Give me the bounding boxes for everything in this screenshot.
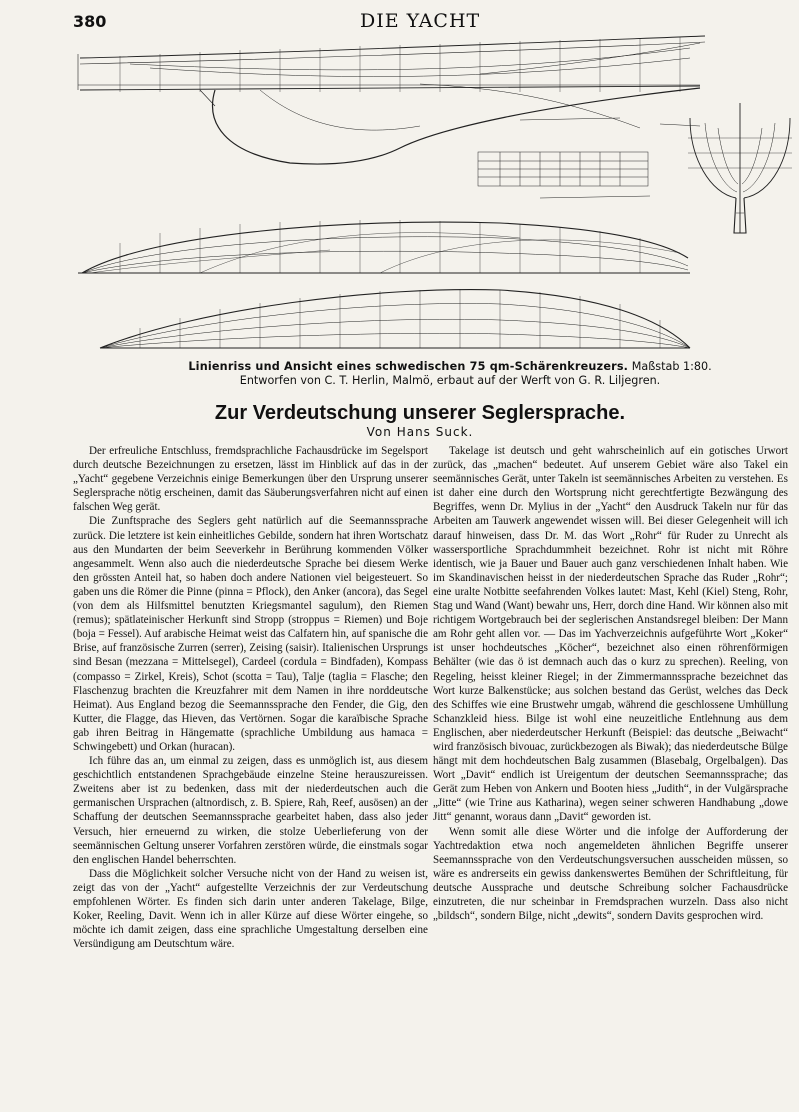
- lines-plan-figure: [0, 28, 799, 360]
- article-title: Zur Verdeutschung unserer Seglersprache.: [214, 402, 626, 424]
- paragraph: Dass die Möglichkeit solcher Versuche nicht von der Hand zu weisen ist, zeigt das von der „Yacht“ aufgestellte Verzeichnis der zur Verdeutschung empfohlenen Wörter. Es finden sich darin unter anderen Takelage, Bilge, Koker, Reeling, Davit. Wenn ich in aller Kürze auf diese Wörter eingehe, so möchte ich damit zeigen, dass eine sprachliche Umgestaltung derselben eine Versündigung am Deutschtum wäre.: [73, 867, 428, 951]
- paragraph: Ich führe das an, um einmal zu zeigen, dass es unmöglich ist, aus diesem geschichtlich entstandenen Sprachgebäude einzelne Steine herauszureissen. Zweitens aber ist zu bedenken, dass mit der niederdeutschen auch die germanischen Ursprachen (altnordisch, z. B. Spiere, Rah, Reef, ausösen) an der Schaffung der deutschen Seemannssprache gearbeitet haben, dass also jeder Versuch, hier erneuernd zu wirken, die stolze Ueberlieferung von der seemännischen Geltung unserer Vorfahren zerstören würde, die einstmals sogar den englischen Handel beherrschten.: [73, 755, 428, 866]
- paragraph: Wenn somit alle diese Wörter und die infolge der Aufforderung der Yachtredaktion etwa noch angemeldeten ähnlichen Begriffe unserer Seemannssprache von den Verdeutschungsversuchen ausscheiden müssen, so wäre es andrerseits ein gewiss dankenswertes Bemühen der Schriftleitung, für deutsche Aussprache und deutsche Schreibung solcher Fachausdrücke einzutreten, die nur scheinbar in Fremdsprachen wurzeln. Dass also nicht „bildsch“, sondern Bilge, nicht „dewits“, sondern Davits gesprochen wird.: [433, 825, 788, 923]
- keel-detail: [478, 118, 650, 198]
- half-breadth-plan: [78, 220, 690, 273]
- right-column: [433, 444, 788, 923]
- waterlines-plan: [100, 289, 690, 348]
- body-plan: [688, 103, 792, 233]
- article-byline: Von Hans Suck.: [366, 425, 474, 439]
- figure-caption: [170, 360, 730, 388]
- paragraph: Der erfreuliche Entschluss, fremdsprachliche Fachausdrücke im Segelsport durch deutsche Bezeichnungen zu ersetzen, lässt im Hinblick auf das in der „Yacht“ gegebene Verzeichnis einige Bemerkungen über den Ursprung unserer Seglersprache nötig erscheinen, damit das Säuberungsverfahren nicht auf einen falschen Weg gerät.: [73, 445, 428, 514]
- running-head: DIE YACHT: [360, 10, 481, 32]
- paragraph: Takelage ist deutsch und geht wahrscheinlich auf ein gotisches Urwort zurück, das „machen“ bedeutet. Auf unserem Gebiet wäre also Takel ein seemännisches Gerät, unter Takeln ist seemännisches Arbeiten zu verstehen. Es ist daher eine durch den Wortsprung nicht gerechtfertigte Bezwängung des Begriffes, wenn Dr. Mylius in der „Yacht“ den Ausdruck Takeln nur für das Arbeiten am Tauwerk angewendet wissen will. Bei dieser Gelegenheit will ich darauf hinweisen, dass Dr. M. das Wort „Rohr“ für Ruder zu Unrecht als wassersportliche Sprachdummheit bezeichnet. Rohr ist nicht mit Röhre identisch, wie ja Bauer und Bauer auch ganz verschiedenen Inhalt haben. Wie im Skandinavischen heisst in der niederdeutschen Sprache das Ruder „Rohr“; eine uralte Notbitte seefahrenden Volkes lautet: Mast, Kehl (Kiel) Steng, Rohr, Stag und Wand (Want) bewahr uns, Herr, dorch dine Hand. Wir können also mit richtigem Wortgebrauch bei der seglerischen Anstandsregel bleiben: Der Mann am Rohr geht allen vor. — Das im Yachverzeichnis aufgeführte Wort „Koker“ ist unser hochdeutsches „Köcher“, bezeichnet also einen röhrenförmigen Behälter (wie das ö ist demnach auch das o kurz zu sprechen). Reeling, von Regeling, heisst kleiner Riegel; in der Zimmermannssprache bezeichnet das Wort kurze Balkenstücke; aus solchen bestand das Gerüst, welches das Deck des Schiffes wie eine Brustwehr umgab, während die geschlossene Umhüllung Schanzkleid hiess. Bilge ist wohl eine neuzeitliche Entlehnung aus dem Englischen, aber niederdeutscher Herkunft (Beispiel: das deutsche „Beiwacht“ wird französisch bivouac, zurückbezogen als Biwak); das niederdeutsche Bülge hängt mit dem hochdeutschen Balg zusammen (Blasebalg, Orgelbalgen). Das Wort „Davit“ endlich ist Ureigentum der deutschen Seemannssprache; das Gerät zum Heben von Ankern und Booten hiess „Judith“, in der Vulgärsprache „Jitte“ (wie Trine aus Katharina), wegen seiner schweren Handhabung „dowe Jitt“ genannt, woraus dann „Davit“ geworden ist.: [433, 445, 788, 824]
- caption-scale: Maßstab 1:80.: [631, 360, 712, 373]
- lines-plan-drawing: [0, 28, 799, 360]
- caption-title: Linienriss und Ansicht eines schwedischen 75 qm-Schärenkreuzers.: [188, 360, 629, 373]
- left-column: [73, 444, 428, 951]
- profile-view: [78, 36, 705, 164]
- paragraph: Die Zunftsprache des Seglers geht natürlich auf die Seemannssprache zurück. Die letztere ist kein einheitliches Gebilde, sondern hat ihren Wortschatz aus den Mundarten der beim Seeverkehr in Berührung kommenden Völker angesammelt. Wenn also auch die niederdeutsche Sprache bei diesem Werke den grössten Anteil hat, so haben doch andere Nationen viel beigesteuert. So gaben uns die Römer die Pinne (pinna = Pflock), den Anker (ancora), das Segel (von dem als Hilfsmittel benutzten Kriegsmantel sagulum), den Riemen (remus); spätlateinischer Herkunft sind Stropp (stroppus = Riemen) und Boje (boja = Fessel). Auf arabische Heimat weist das Calfatern hin, auf spanische die Brise, auf französische Zurren (serrer), Zeising (saisir). Italienischen Ursprungs sind Besan (mezzana = Mittelsegel), Cardeel (cordula = Bindfaden), Kompass (compasso = Zirkel, Kreis), Schot (scotta = Tau), Talje (taglia = Flasche; den Flaschenzug brachten die Kreuzfahrer mit dem Namen in ihre norddeutsche Heimat). Aus England bezog die Seemannssprache den Fender, die Gig, den Kutter, die Flagge, das Hieven, das Vertörnen. Sogar die karaïbische Sprache gab ihren Beitrag in Hängematte (sprachliche Umbildung aus hamaca = Schwingebett) und Orkan (huracan).: [73, 515, 428, 753]
- caption-credit: Entworfen von C. T. Herlin, Malmö, erbaut auf der Werft von G. R. Liljegren.: [239, 374, 661, 387]
- page-number: 380: [73, 12, 107, 31]
